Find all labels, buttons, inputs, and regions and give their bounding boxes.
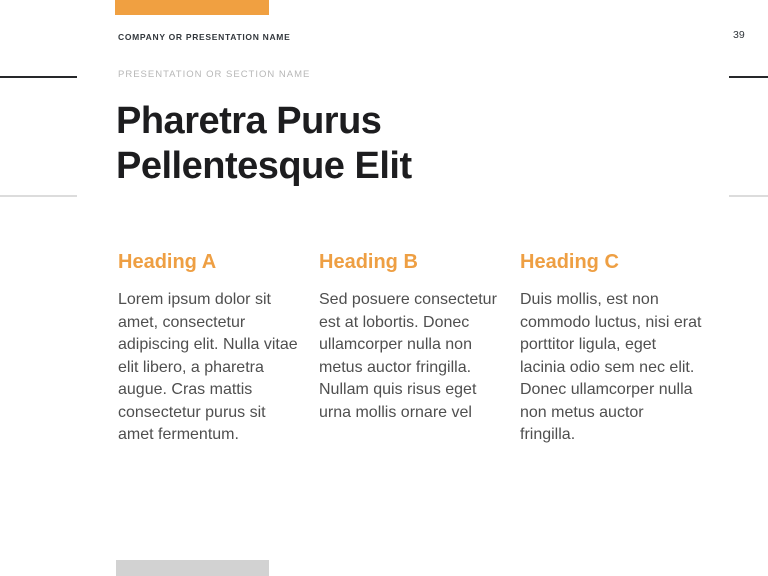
column-a	[118, 251, 300, 447]
column-a-body: Lorem ipsum dolor sit amet, consectetur adipiscing elit. Nulla vitae elit libero, a pharetra augue. Cras mattis consectetur purus sit amet fermentum.	[118, 291, 298, 443]
slide-title	[116, 99, 412, 189]
column-c	[520, 251, 702, 447]
slide-title-line1: Pharetra Purus	[116, 100, 382, 142]
column-b	[319, 251, 501, 447]
column-c-body: Duis mollis, est non commodo luctus, nisi erat porttitor ligula, eget lacinia odio sem nec elit. Donec ullamcorper nulla non metus auctor fringilla.	[520, 291, 702, 443]
content-columns	[118, 251, 721, 447]
column-c-heading: Heading C	[520, 251, 619, 273]
divider-top-left	[0, 76, 77, 78]
divider-mid-right	[729, 195, 768, 197]
divider-mid-left	[0, 195, 77, 197]
column-b-body: Sed posuere consectetur est at lobortis. Donec ullamcorper nulla non metus auctor fringilla. Nullam quis risus eget urna mollis ornare vel	[319, 291, 497, 421]
section-name: PRESENTATION OR SECTION NAME	[118, 69, 311, 80]
company-name: COMPANY OR PRESENTATION NAME	[118, 32, 291, 42]
column-a-heading: Heading A	[118, 251, 217, 273]
column-b-heading: Heading B	[319, 251, 418, 273]
accent-bar	[115, 0, 269, 15]
slide-title-line2: Pellentesque Elit	[116, 145, 412, 187]
footer-bar	[116, 560, 269, 576]
divider-top-right	[729, 76, 768, 78]
page-number: 39	[733, 29, 745, 41]
